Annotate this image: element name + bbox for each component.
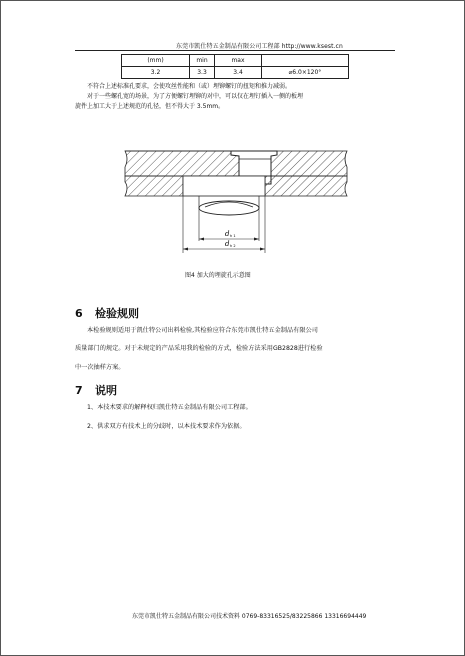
section-number: 7 <box>75 384 83 397</box>
table-cell: (mm) <box>122 55 190 67</box>
hole-spec-table <box>121 54 349 79</box>
table-cell: 3.4 <box>215 67 262 79</box>
table-cell: 3.2 <box>122 67 190 79</box>
note-line: 不符合上述标准孔要求，会使攻丝性能和（或）埋铆螺钉的扭矩和推力减弱。 <box>87 83 292 90</box>
paragraph-line: 质量部门的规定。对于未规定的产品采用我的检验的方式，检验方法采用GB2828进行检验 <box>75 345 323 352</box>
bottom-plate-left <box>125 176 183 196</box>
table-row <box>122 67 349 79</box>
figure-caption: 图4 加大的埋旋孔示意图 <box>185 272 251 279</box>
section-heading-6 <box>75 305 139 321</box>
page-header: 东莞市凯仕特五金制品有限公司工程部 http://www.ksest.cn <box>176 43 343 50</box>
dimension-sub-d2: h 2 <box>230 244 236 248</box>
table-row <box>122 55 349 67</box>
header-rule <box>75 50 395 51</box>
dimension-sub-d1: h 1 <box>230 234 236 238</box>
table-cell: ⌀6.0×120° <box>262 67 349 79</box>
enlarged-hole-figure <box>121 135 351 255</box>
note-line: 旋件上加工大于上述规范的孔径，但不得大于 3.5mm。 <box>75 103 225 110</box>
table-cell: max <box>215 55 262 67</box>
paragraph-line: 本检验规则适用于凯仕特公司出料检验,其检验应符合东莞市凯仕特五金制品有限公司 <box>87 327 318 334</box>
dimension-label-d2: d <box>225 240 230 248</box>
top-plate-right <box>269 151 347 176</box>
table-cell <box>262 55 349 67</box>
section-title: 说明 <box>95 384 117 397</box>
clinch-ring <box>199 201 259 215</box>
list-item: 2、供求双方有技术上的分歧时，以本技术要求作为依据。 <box>87 423 246 430</box>
section-number: 6 <box>75 307 83 320</box>
table-cell: 3.3 <box>190 67 215 79</box>
list-item: 1、本技术要求的解释权归凯仕特五金制品有限公司工程部。 <box>87 404 252 411</box>
dimension-label-d1: d <box>225 230 230 238</box>
table-cell: min <box>190 55 215 67</box>
section-title: 检验规则 <box>95 307 139 320</box>
page-footer: 东莞市凯仕特五金制品有限公司技术资料 0769-83316525/83225866 13316694449 <box>132 613 367 620</box>
section-heading-7 <box>75 382 117 398</box>
bottom-plate-right <box>265 176 347 196</box>
top-plate-left <box>125 151 239 176</box>
paragraph-line: 中一次抽样方案。 <box>75 364 125 371</box>
note-line: 对于一些螺孔宽的场景，为了方便螺钉埋铆的对中，可以仅在埋钉插入一侧的板埋 <box>87 93 304 100</box>
